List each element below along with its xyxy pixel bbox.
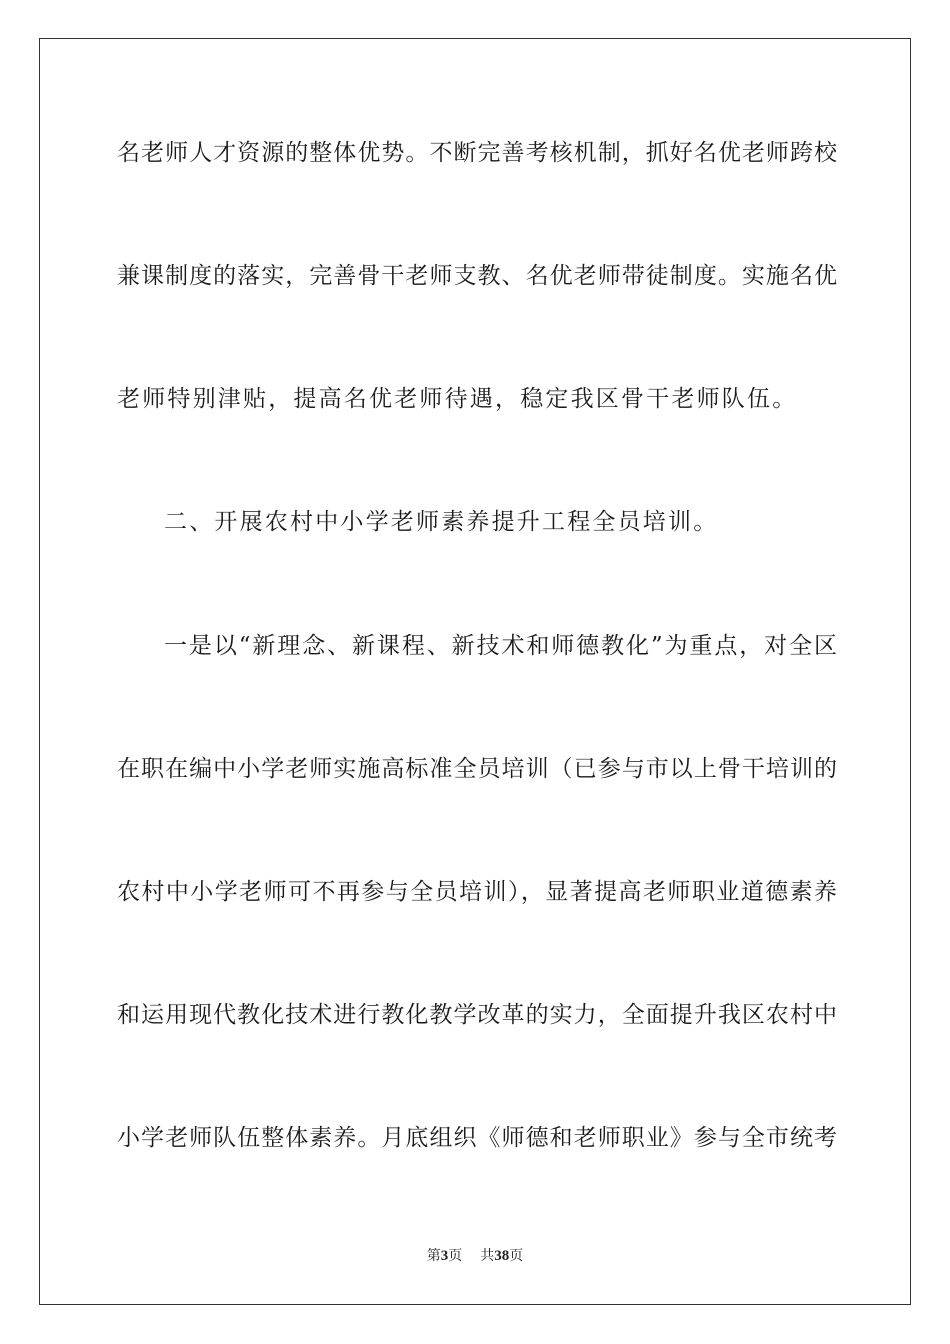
text-line-5: 一是以“新理念、新课程、新技术和师德教化”为重点，对全区 xyxy=(164,633,837,659)
text-line-8: 和运用现代教化技术进行教化教学改革的实力，全面提升我区农村中 xyxy=(117,1002,837,1028)
text-line-9: 小学老师队伍整体素养。月底组织《师德和老师职业》参与全市统考 xyxy=(117,1125,837,1151)
page-suffix: 页 xyxy=(448,1248,463,1264)
text-line-2: 兼课制度的落实，完善骨干老师支教、名优老师带徒制度。实施名优 xyxy=(117,263,837,289)
total-pages: 38 xyxy=(494,1248,510,1264)
page-number: 3 xyxy=(440,1248,449,1264)
text-line-7: 农村中小学老师可不再参与全员培训），显著提高老师职业道德素养 xyxy=(117,879,837,905)
page-border xyxy=(39,38,911,1305)
text-line-3: 老师特别津贴，提高名优老师待遇，稳定我区骨干老师队伍。 xyxy=(117,386,798,412)
total-suffix: 页 xyxy=(509,1248,524,1264)
text-line-6: 在职在编中小学老师实施高标准全员培训（已参与市以上骨干培训的 xyxy=(117,756,837,782)
page-footer xyxy=(0,1246,950,1266)
page-prefix: 第 xyxy=(426,1248,441,1264)
section-heading: 二、开展农村中小学老师素养提升工程全员培训。 xyxy=(164,509,719,535)
total-prefix: 共 xyxy=(480,1248,495,1264)
text-line-1: 名老师人才资源的整体优势。不断完善考核机制，抓好名优老师跨校 xyxy=(117,140,837,166)
